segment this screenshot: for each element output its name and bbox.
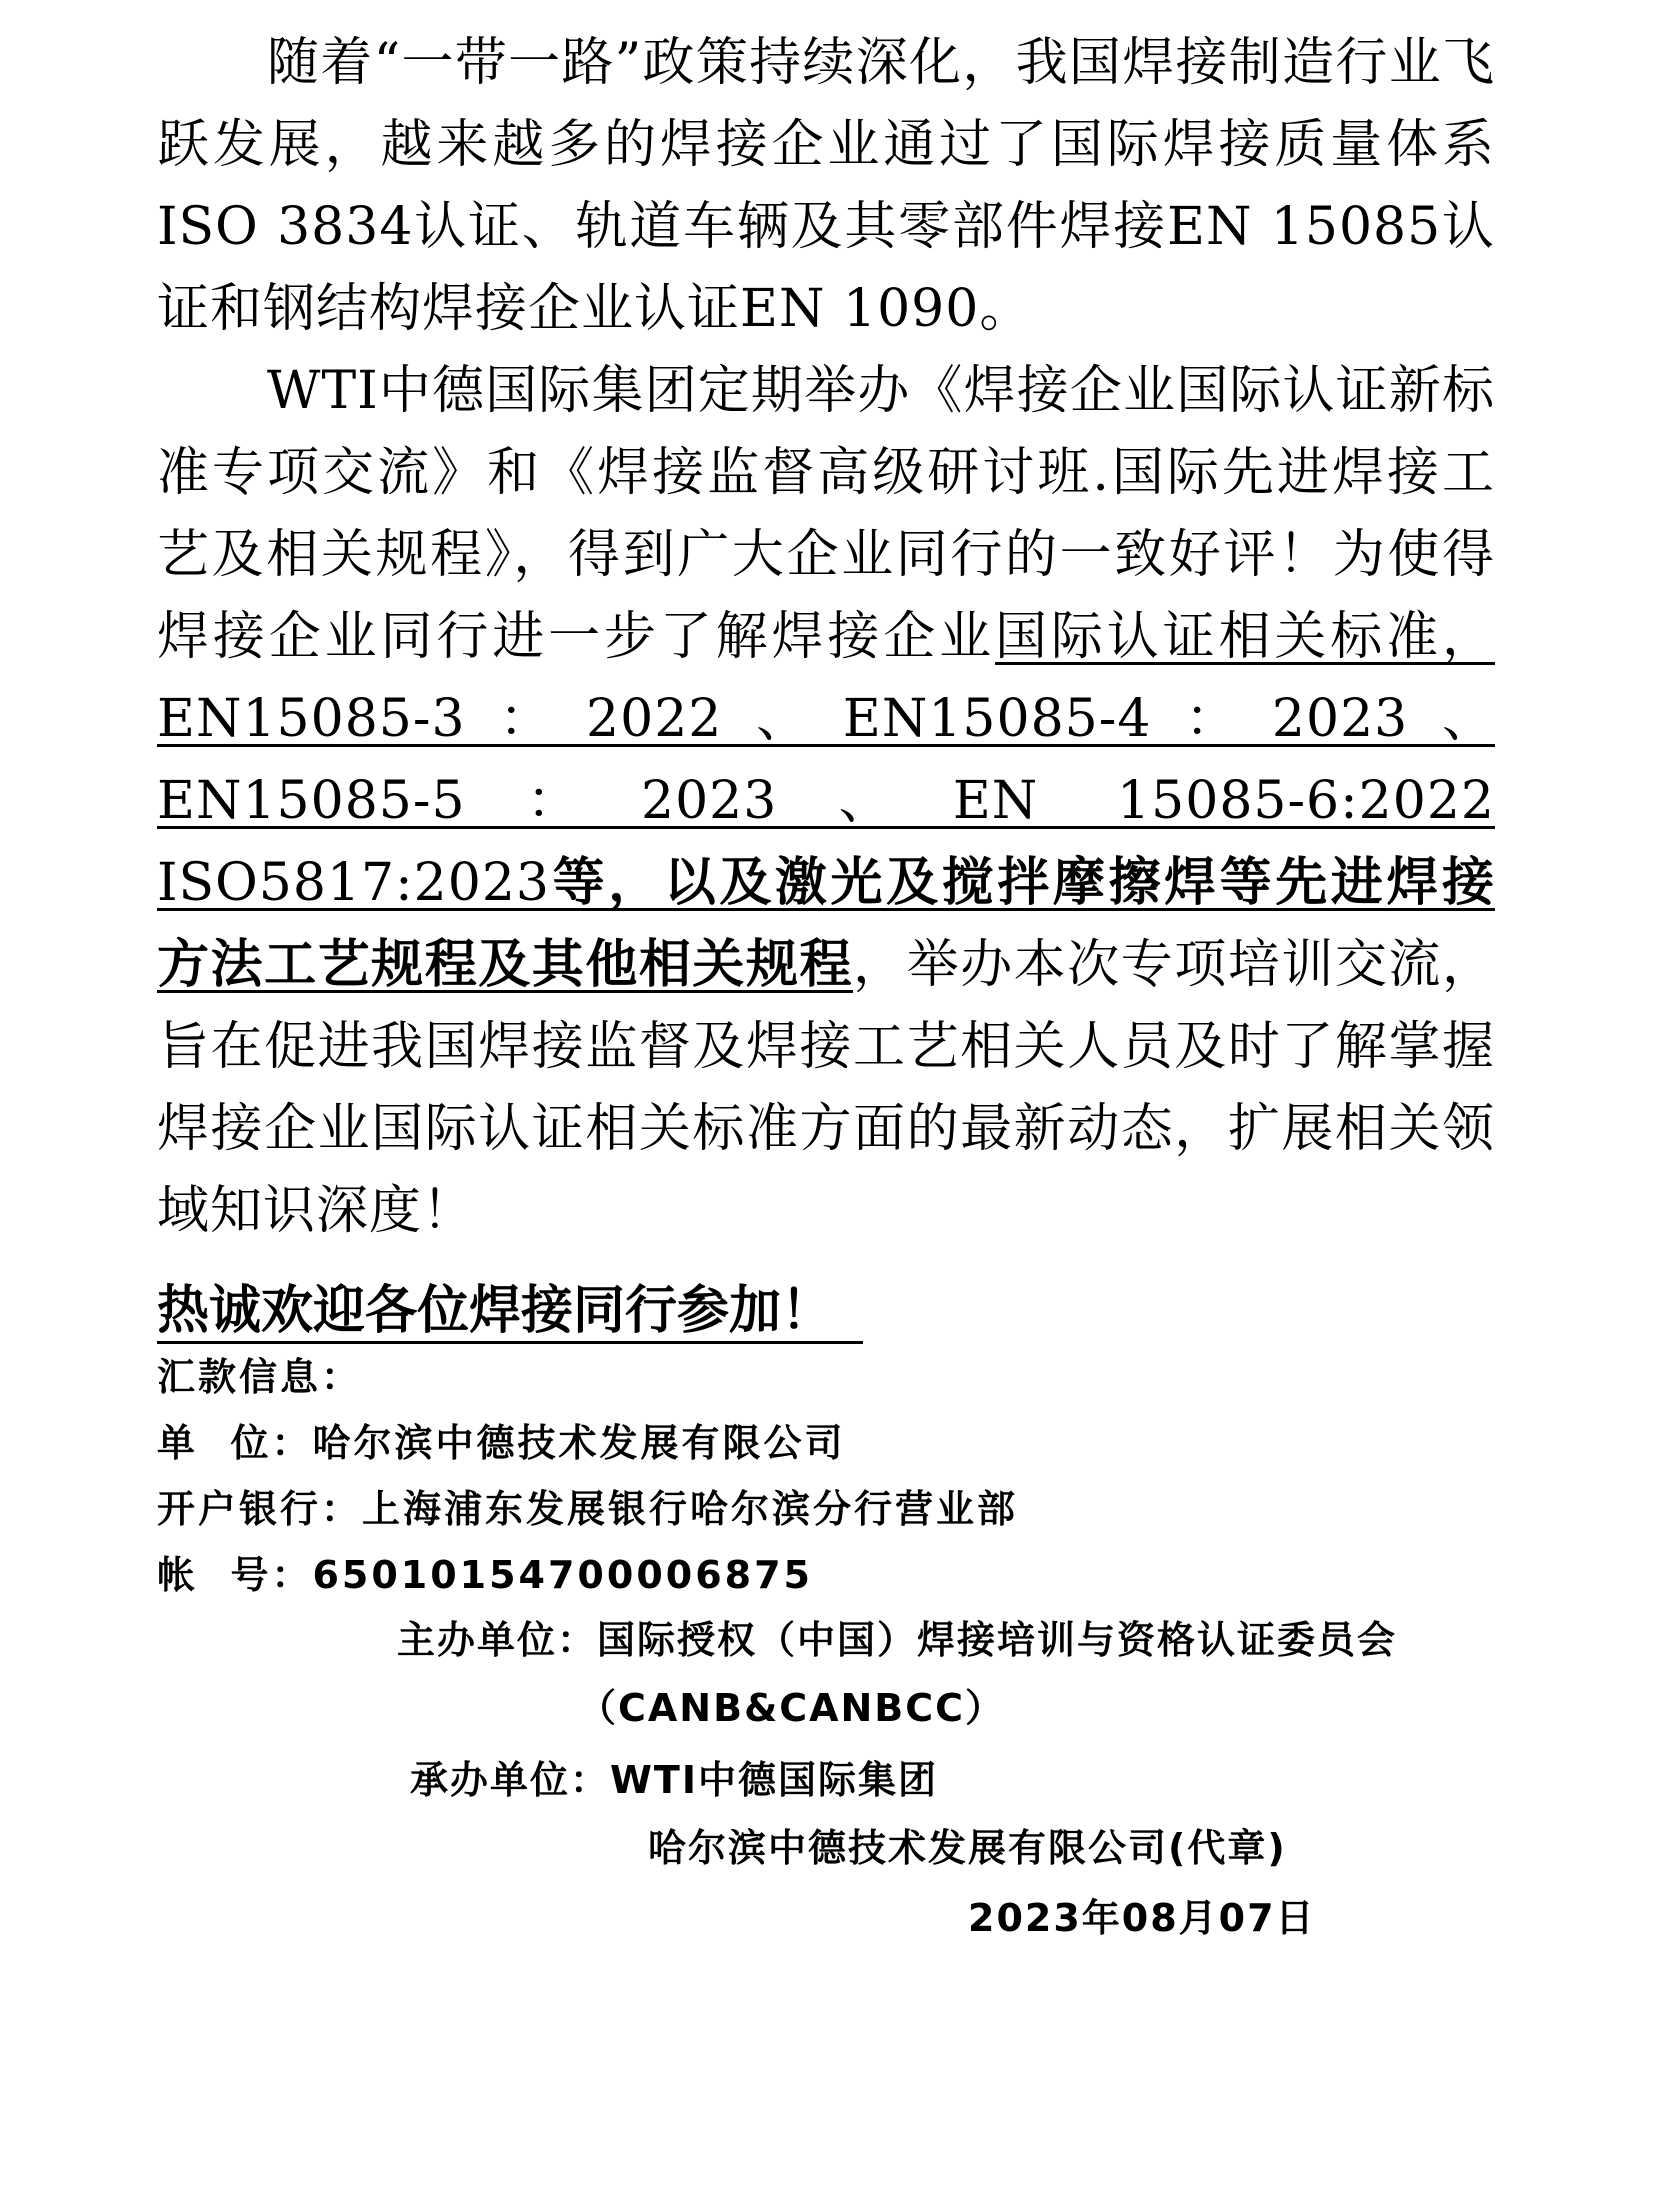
event-text: WTI中德国际集团定期举办《焊接企业国际认证新标准专项交流》和《焊接监督高级研讨班.国际先进焊接工艺及相关规程》，得到广大企业同行的一致好评！为使得焊接企业同行进一步了解焊接企业 (157, 361, 1495, 667)
paragraph-intro: 随着“一带一路”政策持续深化，我国焊接制造行业飞跃发展，越来越多的焊接企业通过了国际焊接质量体系ISO 3834认证、轨道车辆及其零部件焊接EN 15085认证和钢结构焊接企业认证EN 1090。 (157, 33, 1495, 339)
remit-account-label: 帐 号： (157, 1553, 313, 1597)
remit-bank-value: 上海浦东发展银行哈尔滨分行营业部 (362, 1487, 1019, 1531)
paragraph-event (157, 350, 1495, 1252)
remit-title: 汇款信息： (157, 1355, 363, 1399)
undertaker-label: 承办单位： (410, 1758, 611, 1802)
remit-unit-value: 哈尔滨中德技术发展有限公司 (312, 1421, 846, 1465)
welcome-text: 热诚欢迎各位焊接同行参加！ (157, 1281, 863, 1344)
issue-date: 2023年08月07日 (968, 1896, 1316, 1940)
remit-bank-label: 开户银行： (157, 1487, 363, 1531)
remit-account-value: 65010154700006875 (312, 1553, 813, 1597)
remit-account (157, 1550, 1457, 1600)
host-value: 国际授权（中国）焊接培训与资格认证委员会 (597, 1618, 1398, 1662)
undertaker-value: WTI中德国际集团 (610, 1758, 938, 1802)
notice-body (157, 22, 1495, 1252)
undertaker-line (410, 1755, 938, 1805)
standards-list: 国际认证相关标准，EN15085-3：2022、EN15085-4：2023、EN15085-5：2023、EN 15085-6:2022 ISO5817:2023 (157, 607, 1495, 913)
company-seal: 哈尔滨中德技术发展有限公司(代章) (648, 1826, 1287, 1870)
remit-bank (157, 1484, 1457, 1534)
welcome-line (157, 1270, 1495, 1352)
event-purpose: ，举办本次专项培训交流，旨在促进我国焊接监督及焊接工艺相关人员及时了解掌握焊接企业国际认证相关标准方面的最新动态，扩展相关领域知识深度！ (157, 935, 1495, 1241)
host-line (397, 1615, 1397, 1665)
host-abbr: （CANB&CANBCC） (578, 1686, 1006, 1730)
host-label: 主办单位： (397, 1618, 598, 1662)
remit-unit-label: 单 位： (157, 1421, 313, 1465)
advanced-methods: 等，以及激光及搅拌摩擦焊等先进焊接方法工艺规程及其他相关规程 (157, 852, 1495, 995)
remit-unit (157, 1418, 1457, 1468)
